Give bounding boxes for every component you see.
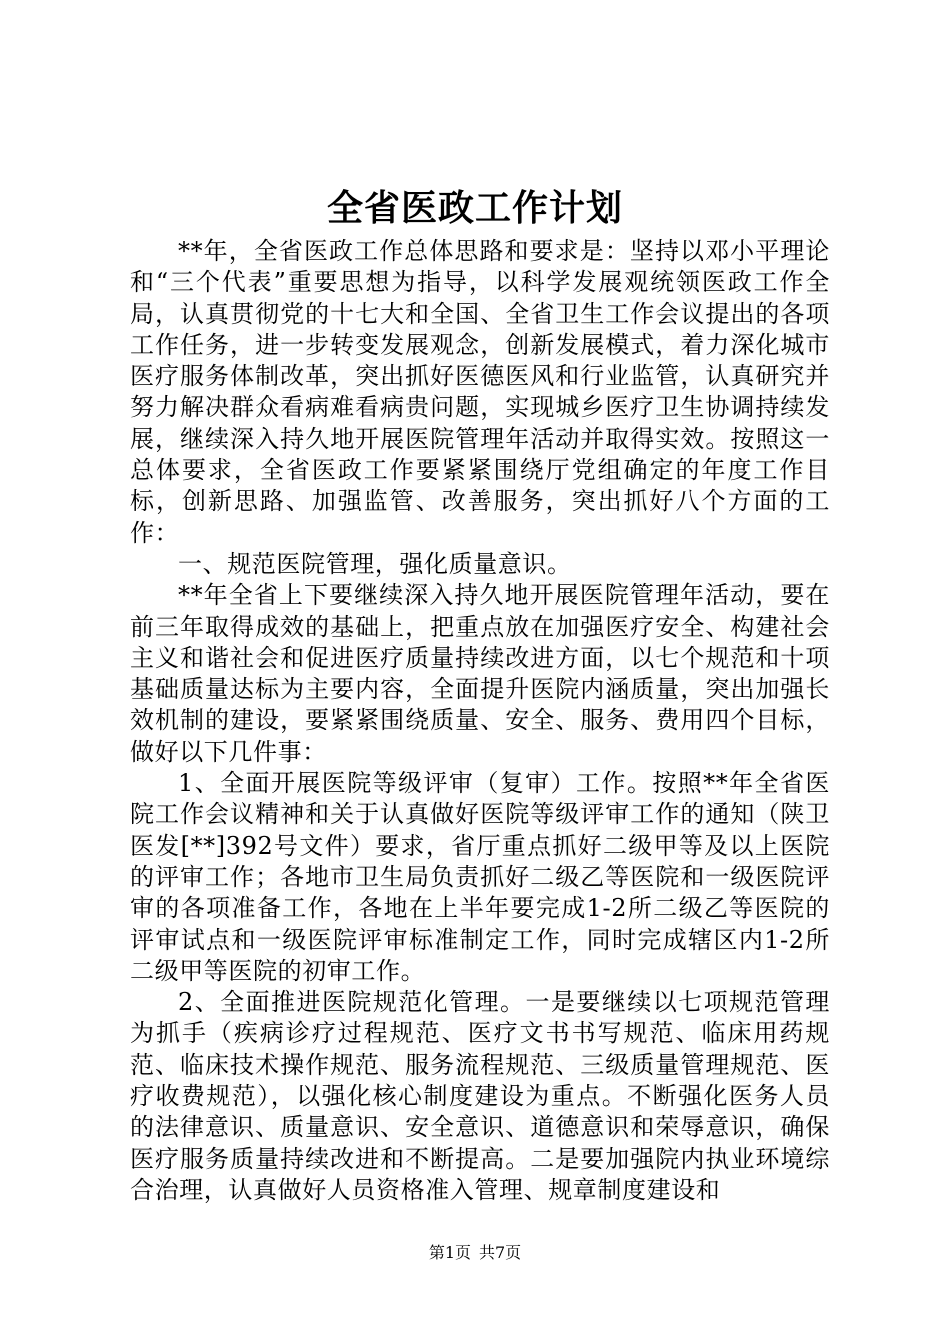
page-footer xyxy=(0,1242,950,1264)
document-title: 全省医政工作计划 xyxy=(326,187,623,229)
page-number: 第1页 xyxy=(428,1243,471,1262)
paragraph-intro: **年，全省医政工作总体思路和要求是：坚持以邓小平理论和“三个代表”重要思想为指导，以科学发展观统领医政工作全局，认真贯彻党的十七大和全国、全省卫生工作会议提出的各项工作任务，进一步转变发展观念，创新发展模式，着力深化城市医疗服务体制改革，突出抓好医德医风和行业监管，认真研究并努力解决群众看病难看病贵问题，实现城乡医疗卫生协调持续发展，继续深入持久地开展医院管理年活动并取得实效。按照这一总体要求，全省医政工作要紧紧围绕厅党组确定的年度工作目标，创新思路、加强监管、改善服务，突出抓好八个方面的工作： xyxy=(130,237,830,547)
paragraph-hospital-management: **年全省上下要继续深入持久地开展医院管理年活动，要在前三年取得成效的基础上，把重点放在加强医疗安全、构建社会主义和谐社会和促进医疗质量持续改进方面，以七个规范和十项基础质量达标为主要内容，全面提升医院内涵质量，突出加强长效机制的建设，要紧紧围绕质量、安全、服务、费用四个目标，做好以下几件事： xyxy=(130,581,830,766)
paragraph-item-2: 2、全面推进医院规范化管理。一是要继续以七项规范管理为抓手（疾病诊疗过程规范、医疗文书书写规范、临床用药规范、临床技术操作规范、服务流程规范、三级质量管理规范、医疗收费规范），以强化核心制度建设为重点。不断强化医务人员的法律意识、质量意识、安全意识、道德意识和荣辱意识，确保医疗服务质量持续改进和不断提高。二是要加强院内执业环境综合治理，认真做好人员资格准入管理、规章制度建设和 xyxy=(130,988,830,1204)
paragraph-section-heading: 一、规范医院管理，强化质量意识。 xyxy=(178,549,572,578)
paragraph-item-1: 1、全面开展医院等级评审（复审）工作。按照**年全省医院工作会议精神和关于认真做好医院等级评审工作的通知（陕卫医发[**]392号文件）要求，省厅重点抓好二级甲等及以上医院的评审工作；各地市卫生局负责抓好二级乙等医院和一级医院评审的各项准备工作，各地在上半年要完成1-2所二级乙等医院的评审试点和一级医院评审标准制定工作，同时完成辖区内1-2所二级甲等医院的初审工作。 xyxy=(130,769,830,985)
page-total: 共7页 xyxy=(479,1243,522,1262)
document-body xyxy=(130,236,830,1206)
